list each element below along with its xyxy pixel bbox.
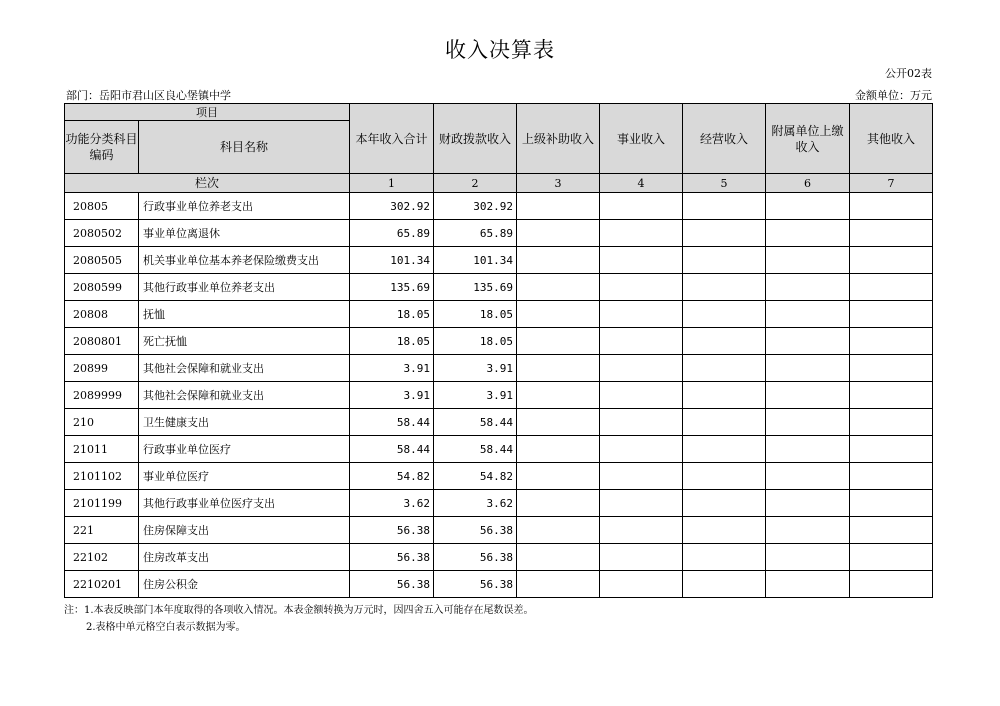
cell-empty (517, 517, 600, 544)
cell-fiscal: 18.05 (434, 328, 517, 355)
cell-code: 2101199 (65, 490, 139, 517)
cell-empty (683, 193, 766, 220)
table-row (65, 544, 933, 571)
cell-total: 58.44 (350, 409, 434, 436)
cell-name: 其他社会保障和就业支出 (139, 382, 350, 409)
cell-code: 20805 (65, 193, 139, 220)
cell-name: 其他行政事业单位医疗支出 (139, 490, 350, 517)
cell-empty (850, 544, 933, 571)
cell-fiscal: 56.38 (434, 517, 517, 544)
cell-fiscal: 56.38 (434, 544, 517, 571)
cell-fiscal: 135.69 (434, 274, 517, 301)
cell-name: 其他社会保障和就业支出 (139, 355, 350, 382)
cell-empty (683, 409, 766, 436)
cell-empty (600, 247, 683, 274)
header-item: 项目 (65, 104, 350, 121)
form-code: 公开02表 (885, 67, 932, 80)
cell-empty (683, 436, 766, 463)
cell-empty (600, 436, 683, 463)
table-row (65, 517, 933, 544)
cell-fiscal: 54.82 (434, 463, 517, 490)
header-name: 科目名称 (139, 121, 350, 174)
cell-empty (517, 382, 600, 409)
cell-name: 机关事业单位基本养老保险缴费支出 (139, 247, 350, 274)
cell-empty (683, 301, 766, 328)
cell-total: 3.62 (350, 490, 434, 517)
header-index: 3 (517, 174, 600, 193)
cell-empty (766, 436, 850, 463)
cell-empty (850, 409, 933, 436)
cell-empty (766, 274, 850, 301)
cell-name: 事业单位医疗 (139, 463, 350, 490)
cell-empty (850, 436, 933, 463)
cell-empty (517, 463, 600, 490)
cell-empty (683, 220, 766, 247)
table-row (65, 463, 933, 490)
cell-empty (850, 517, 933, 544)
table-row (65, 220, 933, 247)
cell-empty (517, 436, 600, 463)
header-col-affiliated: 附属单位上缴收入 (766, 104, 850, 174)
cell-fiscal: 3.62 (434, 490, 517, 517)
cell-code: 22102 (65, 544, 139, 571)
cell-empty (766, 571, 850, 598)
cell-empty (766, 220, 850, 247)
header-col-business: 事业收入 (600, 104, 683, 174)
table-row (65, 274, 933, 301)
note-1: 注：1.本表反映部门本年度取得的各项收入情况。本表金额转换为万元时，因四舍五入可能存在尾数误差。 (64, 605, 534, 616)
header-index: 4 (600, 174, 683, 193)
cell-empty (600, 328, 683, 355)
table-row (65, 193, 933, 220)
header-col-total: 本年收入合计 (350, 104, 434, 174)
cell-empty (850, 274, 933, 301)
cell-empty (766, 544, 850, 571)
note-2: 2.表格中单元格空白表示数据为零。 (86, 622, 246, 633)
cell-empty (683, 463, 766, 490)
cell-empty (766, 247, 850, 274)
cell-total: 18.05 (350, 328, 434, 355)
cell-empty (517, 490, 600, 517)
cell-empty (517, 328, 600, 355)
cell-empty (850, 490, 933, 517)
cell-total: 54.82 (350, 463, 434, 490)
cell-empty (517, 247, 600, 274)
cell-total: 3.91 (350, 382, 434, 409)
table-row (65, 247, 933, 274)
cell-empty (683, 490, 766, 517)
header-index: 1 (350, 174, 434, 193)
cell-empty (600, 382, 683, 409)
cell-empty (850, 463, 933, 490)
cell-total: 56.38 (350, 517, 434, 544)
cell-code: 2080599 (65, 274, 139, 301)
cell-empty (600, 409, 683, 436)
cell-total: 135.69 (350, 274, 434, 301)
cell-code: 20899 (65, 355, 139, 382)
cell-empty (766, 355, 850, 382)
cell-code: 2080502 (65, 220, 139, 247)
table-row (65, 301, 933, 328)
cell-fiscal: 3.91 (434, 355, 517, 382)
cell-name: 住房公积金 (139, 571, 350, 598)
cell-empty (766, 490, 850, 517)
cell-empty (517, 274, 600, 301)
cell-name: 抚恤 (139, 301, 350, 328)
table-row (65, 328, 933, 355)
cell-empty (517, 409, 600, 436)
cell-fiscal: 101.34 (434, 247, 517, 274)
header-col-other: 其他收入 (850, 104, 933, 174)
cell-empty (683, 571, 766, 598)
cell-name: 死亡抚恤 (139, 328, 350, 355)
cell-code: 2080801 (65, 328, 139, 355)
table-row (65, 490, 933, 517)
cell-code: 20808 (65, 301, 139, 328)
cell-fiscal: 58.44 (434, 436, 517, 463)
cell-empty (766, 193, 850, 220)
table-row (65, 382, 933, 409)
cell-empty (850, 571, 933, 598)
cell-total: 302.92 (350, 193, 434, 220)
cell-fiscal: 56.38 (434, 571, 517, 598)
cell-empty (600, 274, 683, 301)
header-index-label: 栏次 (65, 174, 350, 193)
cell-empty (600, 193, 683, 220)
cell-empty (850, 328, 933, 355)
cell-empty (850, 382, 933, 409)
cell-empty (683, 247, 766, 274)
cell-empty (517, 571, 600, 598)
cell-fiscal: 3.91 (434, 382, 517, 409)
header-index: 6 (766, 174, 850, 193)
income-table (64, 103, 933, 598)
cell-total: 56.38 (350, 544, 434, 571)
header-index: 2 (434, 174, 517, 193)
page-title: 收入决算表 (445, 38, 555, 62)
cell-total: 65.89 (350, 220, 434, 247)
cell-total: 18.05 (350, 301, 434, 328)
cell-empty (766, 301, 850, 328)
cell-name: 卫生健康支出 (139, 409, 350, 436)
cell-fiscal: 302.92 (434, 193, 517, 220)
header-code: 功能分类科目编码 (65, 121, 139, 174)
cell-empty (683, 328, 766, 355)
department-label: 部门：岳阳市君山区良心堡镇中学 (66, 89, 231, 102)
cell-fiscal: 58.44 (434, 409, 517, 436)
cell-empty (600, 463, 683, 490)
cell-code: 2210201 (65, 571, 139, 598)
cell-empty (600, 490, 683, 517)
cell-total: 56.38 (350, 571, 434, 598)
cell-empty (517, 301, 600, 328)
cell-empty (850, 193, 933, 220)
cell-name: 住房保障支出 (139, 517, 350, 544)
cell-empty (850, 355, 933, 382)
cell-name: 其他行政事业单位养老支出 (139, 274, 350, 301)
cell-code: 21011 (65, 436, 139, 463)
cell-code: 2080505 (65, 247, 139, 274)
table-row (65, 436, 933, 463)
cell-empty (766, 517, 850, 544)
cell-empty (600, 220, 683, 247)
header-index: 7 (850, 174, 933, 193)
cell-empty (766, 328, 850, 355)
header-col-fiscal: 财政拨款收入 (434, 104, 517, 174)
cell-empty (766, 463, 850, 490)
header-col-superior: 上级补助收入 (517, 104, 600, 174)
table-row (65, 409, 933, 436)
table-row (65, 355, 933, 382)
cell-empty (600, 301, 683, 328)
cell-code: 210 (65, 409, 139, 436)
cell-empty (683, 355, 766, 382)
cell-total: 3.91 (350, 355, 434, 382)
cell-empty (683, 544, 766, 571)
cell-fiscal: 65.89 (434, 220, 517, 247)
cell-total: 58.44 (350, 436, 434, 463)
cell-empty (600, 571, 683, 598)
cell-total: 101.34 (350, 247, 434, 274)
header-index: 5 (683, 174, 766, 193)
cell-empty (600, 517, 683, 544)
cell-empty (766, 409, 850, 436)
cell-code: 221 (65, 517, 139, 544)
cell-empty (850, 220, 933, 247)
cell-name: 行政事业单位养老支出 (139, 193, 350, 220)
cell-empty (683, 382, 766, 409)
cell-empty (683, 274, 766, 301)
cell-name: 事业单位离退休 (139, 220, 350, 247)
cell-name: 住房改革支出 (139, 544, 350, 571)
cell-empty (517, 193, 600, 220)
cell-empty (517, 355, 600, 382)
cell-empty (600, 544, 683, 571)
cell-empty (766, 382, 850, 409)
cell-code: 2089999 (65, 382, 139, 409)
cell-empty (850, 247, 933, 274)
cell-empty (600, 355, 683, 382)
amount-unit-label: 金额单位：万元 (855, 89, 932, 102)
header-col-operating: 经营收入 (683, 104, 766, 174)
cell-fiscal: 18.05 (434, 301, 517, 328)
cell-empty (683, 517, 766, 544)
cell-empty (517, 544, 600, 571)
cell-name: 行政事业单位医疗 (139, 436, 350, 463)
cell-empty (517, 220, 600, 247)
cell-code: 2101102 (65, 463, 139, 490)
table-row (65, 571, 933, 598)
cell-empty (850, 301, 933, 328)
table-notes (64, 602, 534, 636)
